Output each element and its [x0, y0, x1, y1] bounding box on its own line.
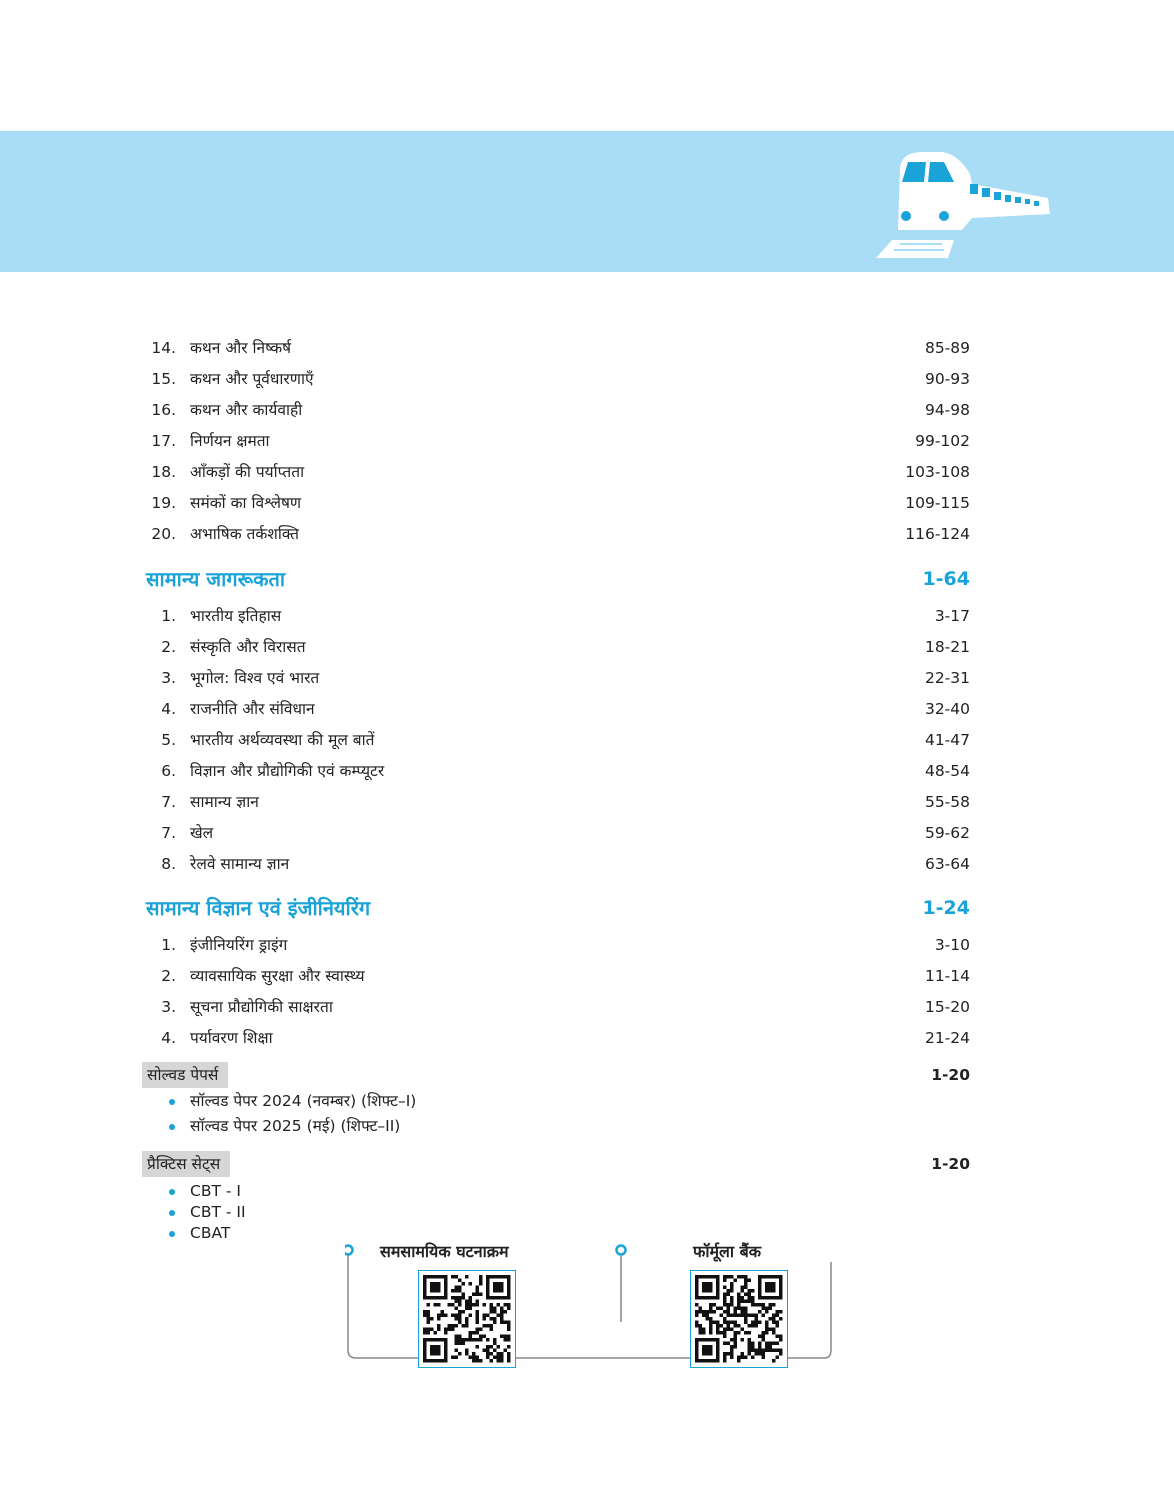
item-number: 2.	[161, 967, 176, 985]
item-pages: 99-102	[915, 432, 970, 450]
bullet-text: CBAT	[190, 1224, 231, 1242]
item-pages: 32-40	[924, 700, 970, 718]
item-title: संस्कृति और विरासत	[190, 638, 306, 656]
item-title: राजनीति और संविधान	[190, 700, 315, 718]
bullet-icon	[169, 1189, 175, 1195]
toc-row	[0, 1024, 1174, 1052]
item-title: खेल	[190, 824, 214, 842]
item-title: आँकड़ों की पर्याप्तता	[190, 463, 305, 481]
toc-row	[0, 993, 1174, 1021]
item-pages: 90-93	[924, 370, 970, 388]
item-title: भारतीय इतिहास	[190, 607, 282, 625]
toc-row	[0, 931, 1174, 959]
bullet-icon	[169, 1124, 175, 1130]
item-number: 1.	[161, 607, 176, 625]
toc-row	[0, 726, 1174, 754]
item-pages: 21-24	[924, 1029, 970, 1047]
toc-row	[0, 602, 1174, 630]
section-header-awareness	[0, 562, 1174, 596]
item-number: 7.	[161, 793, 176, 811]
item-number: 4.	[161, 1029, 176, 1047]
solved-paper-item	[0, 1090, 1174, 1112]
item-number: 7.	[161, 824, 176, 842]
item-title: पर्यावरण शिक्षा	[190, 1029, 273, 1047]
tag-pages: 1-20	[931, 1155, 970, 1173]
item-number: 8.	[161, 855, 176, 873]
toc-row	[0, 633, 1174, 661]
item-pages: 41-47	[924, 731, 970, 749]
item-number: 3.	[161, 669, 176, 687]
section-pages: 1-64	[922, 568, 970, 590]
item-number: 17.	[151, 432, 176, 450]
item-pages: 94-98	[924, 401, 970, 419]
toc-row	[0, 819, 1174, 847]
item-title: रेलवे सामान्य ज्ञान	[190, 855, 290, 873]
toc-row	[0, 489, 1174, 517]
item-title: कथन और कार्यवाही	[190, 401, 303, 419]
item-number: 18.	[151, 463, 176, 481]
item-pages: 63-64	[924, 855, 970, 873]
item-pages: 85-89	[924, 339, 970, 357]
item-title: निर्णयन क्षमता	[190, 432, 270, 450]
item-pages: 3-10	[934, 936, 970, 954]
bullet-icon	[169, 1210, 175, 1216]
item-pages: 109-115	[905, 494, 970, 512]
bullet-text: सॉल्वड पेपर 2025 (मई) (शिफ्ट–II)	[190, 1117, 401, 1135]
toc-row	[0, 396, 1174, 424]
solved-paper-item	[0, 1115, 1174, 1137]
item-pages: 3-17	[934, 607, 970, 625]
item-title: विज्ञान और प्रौद्योगिकी एवं कम्प्यूटर	[190, 762, 385, 780]
toc-row	[0, 334, 1174, 362]
item-title: कथन और पूर्वधारणाएँ	[190, 370, 314, 388]
bullet-text: CBT - II	[190, 1203, 246, 1221]
practice-sets-tag	[0, 1151, 1174, 1177]
solved-papers-tag	[0, 1062, 1174, 1088]
bullet-icon	[169, 1231, 175, 1237]
toc-row	[0, 962, 1174, 990]
item-number: 6.	[161, 762, 176, 780]
item-title: व्यावसायिक सुरक्षा और स्वास्थ्य	[190, 967, 365, 985]
item-number: 1.	[161, 936, 176, 954]
item-title: इंजीनियरिंग ड्राइंग	[190, 936, 288, 954]
item-number: 3.	[161, 998, 176, 1016]
qr-title-current-affairs: समसामयिक घटनाक्रम	[380, 1242, 509, 1261]
item-title: कथन और निष्कर्ष	[190, 339, 292, 357]
item-number: 5.	[161, 731, 176, 749]
item-number: 16.	[151, 401, 176, 419]
item-number: 14.	[151, 339, 176, 357]
item-pages: 116-124	[905, 525, 970, 543]
section-title: सामान्य जागरूकता	[146, 567, 286, 591]
item-title: समंकों का विश्लेषण	[190, 494, 302, 512]
toc-row	[0, 664, 1174, 692]
item-pages: 59-62	[924, 824, 970, 842]
qr-code-icon[interactable]	[690, 1270, 788, 1368]
item-title: सूचना प्रौद्योगिकी साक्षरता	[190, 998, 333, 1016]
tag-label: प्रैक्टिस सेट्स	[142, 1151, 230, 1177]
toc-row	[0, 788, 1174, 816]
item-title: सामान्य ज्ञान	[190, 793, 259, 811]
tag-label: सोल्वड पेपर्स	[142, 1062, 228, 1088]
toc-row	[0, 757, 1174, 785]
item-number: 4.	[161, 700, 176, 718]
item-pages: 48-54	[924, 762, 970, 780]
toc-row	[0, 850, 1174, 878]
toc-row	[0, 458, 1174, 486]
bullet-icon	[169, 1099, 175, 1105]
item-number: 2.	[161, 638, 176, 656]
toc-row	[0, 695, 1174, 723]
section-header-science	[0, 891, 1174, 925]
section-pages: 1-24	[922, 897, 970, 919]
item-number: 19.	[151, 494, 176, 512]
qr-codes-panel	[345, 1240, 835, 1370]
item-pages: 22-31	[924, 669, 970, 687]
qr-title-formula-bank: फॉर्मूला बैंक	[693, 1242, 762, 1261]
toc-row	[0, 520, 1174, 548]
item-pages: 18-21	[924, 638, 970, 656]
item-number: 15.	[151, 370, 176, 388]
item-pages: 15-20	[924, 998, 970, 1016]
tag-pages: 1-20	[931, 1066, 970, 1084]
item-pages: 11-14	[924, 967, 970, 985]
practice-set-item	[0, 1201, 1174, 1223]
bullet-text: CBT - I	[190, 1182, 241, 1200]
item-title: अभाषिक तर्कशक्ति	[190, 525, 299, 543]
item-pages: 103-108	[905, 463, 970, 481]
qr-code-icon[interactable]	[418, 1270, 516, 1368]
item-pages: 55-58	[924, 793, 970, 811]
toc-row	[0, 365, 1174, 393]
item-title: भारतीय अर्थव्यवस्था की मूल बातें	[190, 731, 375, 749]
item-title: भूगोल: विश्व एवं भारत	[190, 669, 320, 687]
toc-row	[0, 427, 1174, 455]
bullet-text: सॉल्वड पेपर 2024 (नवम्बर) (शिफ्ट–I)	[190, 1092, 417, 1110]
section-title: सामान्य विज्ञान एवं इंजीनियरिंग	[146, 896, 371, 920]
item-number: 20.	[151, 525, 176, 543]
practice-set-item	[0, 1180, 1174, 1202]
